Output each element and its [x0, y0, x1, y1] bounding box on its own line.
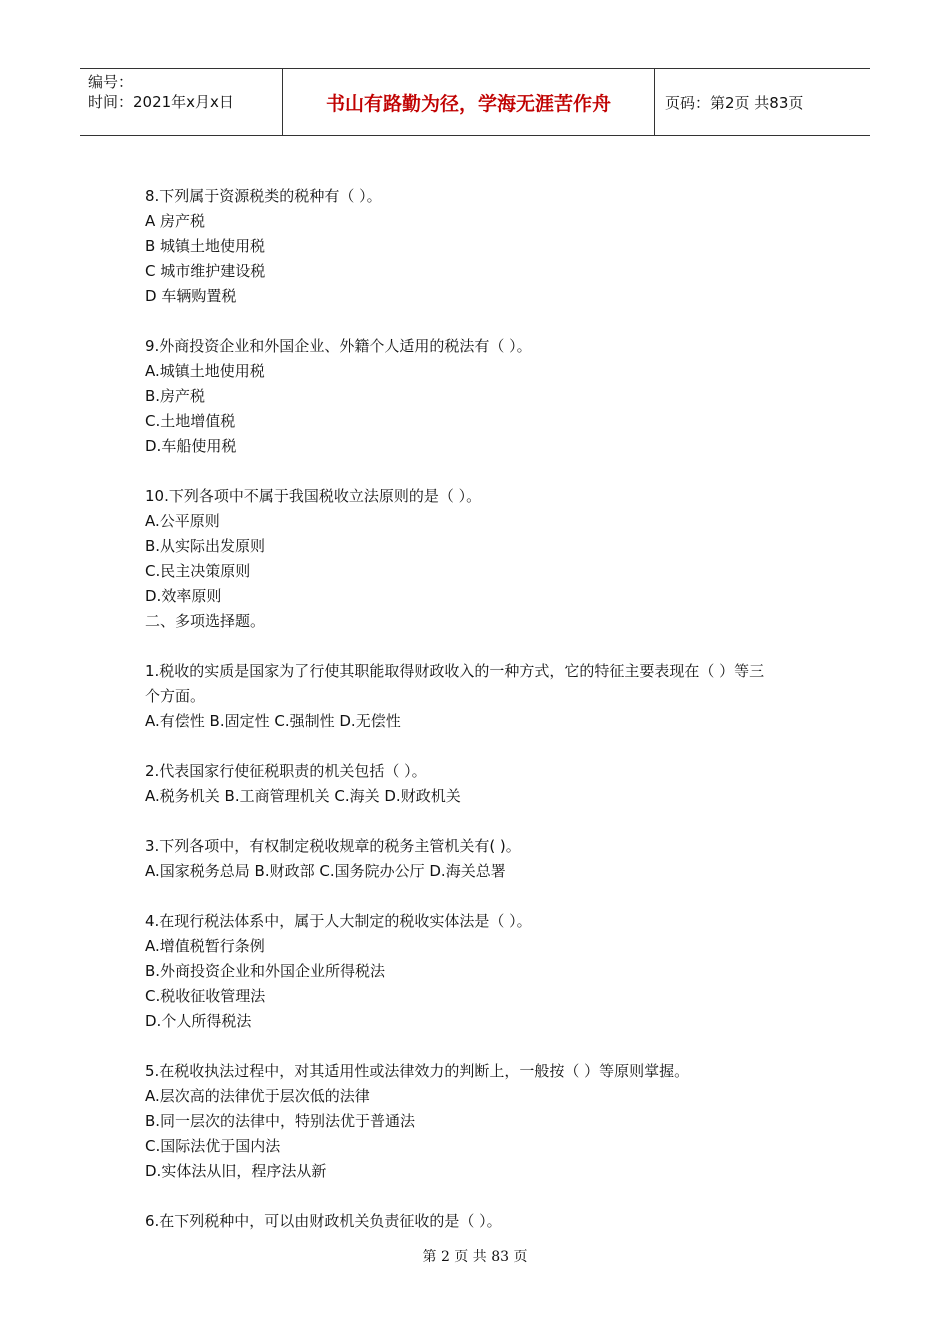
text-line: 2.代表国家行使征税职责的机关包括（ ）。 [145, 762, 427, 780]
header-motto [282, 69, 655, 135]
text-line: A.公平原则 [145, 512, 220, 530]
text-line: D.实体法从旧，程序法从新 [145, 1162, 327, 1180]
blank-line [145, 309, 825, 334]
blank-line [145, 734, 825, 759]
text-line: 二、多项选择题。 [145, 612, 266, 630]
text-line: D 车辆购置税 [145, 287, 237, 305]
text-line: A.增值税暂行条例 [145, 937, 265, 955]
text-line: 9.外商投资企业和外国企业、外籍个人适用的税法有（ ）。 [145, 337, 532, 355]
page-info-text: 页码：第2页 共83页 [665, 93, 804, 112]
blank-line [145, 884, 825, 909]
text-line: B.同一层次的法律中，特别法优于普通法 [145, 1112, 416, 1130]
blank-line [145, 1034, 825, 1059]
text-line: 6.在下列税种中，可以由财政机关负责征收的是（ ）。 [145, 1212, 502, 1230]
blank-line [145, 809, 825, 834]
text-line: B.房产税 [145, 387, 206, 405]
text-line: 1.税收的实质是国家为了行使其职能取得财政收入的一种方式，它的特征主要表现在（ ）等三 [145, 662, 765, 680]
text-line: A.层次高的法律优于层次低的法律 [145, 1087, 370, 1105]
header-page-info [655, 69, 870, 135]
text-line: 4.在现行税法体系中，属于人大制定的税收实体法是（ ）。 [145, 912, 532, 930]
number-label: 编号： [88, 73, 134, 91]
text-line: B.从实际出发原则 [145, 537, 266, 555]
text-line: C.民主决策原则 [145, 562, 251, 580]
text-line: 8.下列属于资源税类的税种有（ ）。 [145, 187, 382, 205]
text-line: A.税务机关 B.工商管理机关 C.海关 D.财政机关 [145, 787, 461, 805]
time-label: 时间：2021年x月x日 [88, 93, 234, 111]
text-line: C.土地增值税 [145, 412, 236, 430]
text-line: A 房产税 [145, 212, 206, 230]
text-line: C 城市维护建设税 [145, 262, 266, 280]
text-line: B.外商投资企业和外国企业所得税法 [145, 962, 386, 980]
text-line: 个方面。 [145, 687, 206, 705]
text-line: A.城镇土地使用税 [145, 362, 265, 380]
text-line: D.车船使用税 [145, 437, 237, 455]
document-body [145, 184, 825, 1234]
blank-line [145, 1184, 825, 1209]
text-line: 5.在税收执法过程中，对其适用性或法律效力的判断上，一般按（ ）等原则掌握。 [145, 1062, 690, 1080]
text-line: D.个人所得税法 [145, 1012, 252, 1030]
blank-line [145, 459, 825, 484]
text-line: A.国家税务总局 B.财政部 C.国务院办公厅 D.海关总署 [145, 862, 506, 880]
page-footer: 第 2 页 共 83 页 [422, 1249, 528, 1265]
text-line: 10.下列各项中不属于我国税收立法原则的是（ ）。 [145, 487, 482, 505]
motto-text: 书山有路勤为径，学海无涯苦作舟 [325, 92, 611, 115]
page-header [80, 68, 870, 136]
blank-line [145, 634, 825, 659]
header-meta [80, 69, 282, 135]
text-line: A.有偿性 B.固定性 C.强制性 D.无偿性 [145, 712, 401, 730]
text-line: 3.下列各项中，有权制定税收规章的税务主管机关有( )。 [145, 837, 521, 855]
text-line: B 城镇土地使用税 [145, 237, 266, 255]
text-line: D.效率原则 [145, 587, 222, 605]
text-line: C.国际法优于国内法 [145, 1137, 281, 1155]
text-line: C.税收征收管理法 [145, 987, 266, 1005]
